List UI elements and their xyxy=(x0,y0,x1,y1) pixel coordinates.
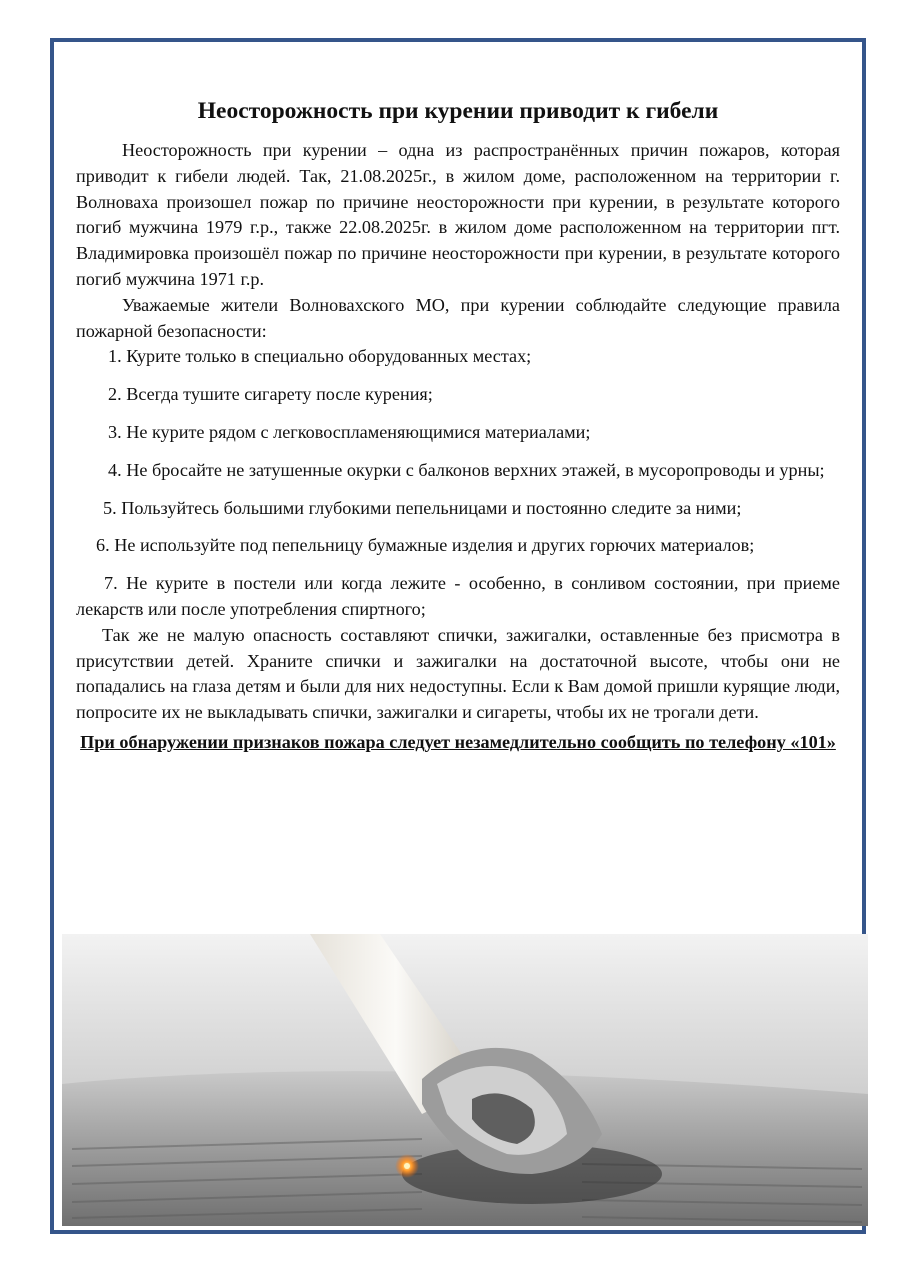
page-title: Неосторожность при курении приводит к гибели xyxy=(197,98,719,124)
warning-paragraph: Так же не малую опасность составляют спички, зажигалки, оставленные без присмотра в присутствии детей. Храните спички и зажигалки на достаточной высоте, чтобы они не попадались на глаза детям и были для них недоступны. Если к Вам домой пришли курящие люди, попросите их не выкладывать спички, зажигалки и сигареты, чтобы их не трогали дети. xyxy=(76,624,840,723)
rule-item: 5. Пользуйтесь большими глубокими пепельницами и постоянно следите за ними; xyxy=(103,497,742,518)
rule-item: 6. Не используйте под пепельницу бумажные изделия и других горючих материалов; xyxy=(96,535,755,556)
appeal-paragraph: Уважаемые жители Волновахского МО, при курении соблюдайте следующие правила пожарной безопасности: xyxy=(76,294,840,341)
cigarette-photo-icon xyxy=(62,934,868,1226)
rule-item: 4. Не бросайте не затушенные окурки с балконов верхних этажей, в мусоропроводы и урны; xyxy=(108,459,825,480)
intro-paragraph: Неосторожность при курении – одна из распространённых причин пожаров, которая приводит к гибели людей. Так, 21.08.2025г., в жилом доме, расположенном на территории г. Волноваха произошел пожар по причине неосторожности при курении, в результате которого погиб мужчина 1979 г.р., также 22.08.2025г. в жилом доме расположенном на территории пгт. Владимировка произошёл пожар по причине неосторожности при курении, в результате которого погиб мужчина 1971 г.р. xyxy=(76,140,840,289)
leaflet-content xyxy=(76,96,840,755)
rule-item: 1. Курите только в специально оборудованных местах; xyxy=(108,346,532,367)
burning-cigarette-photo xyxy=(62,934,868,1226)
rule-item: 7. Не курите в постели или когда лежите - особенно, в сонливом состоянии, при приеме лекарств или после употребления спиртного; xyxy=(76,573,840,619)
emergency-alert: При обнаружении признаков пожара следует незамедлительно сообщить по телефону «101» xyxy=(80,731,836,752)
rule-item: 2. Всегда тушите сигарету после курения; xyxy=(108,384,433,405)
rule-item: 3. Не курите рядом с легковоспламеняющимися материалами; xyxy=(108,421,591,442)
